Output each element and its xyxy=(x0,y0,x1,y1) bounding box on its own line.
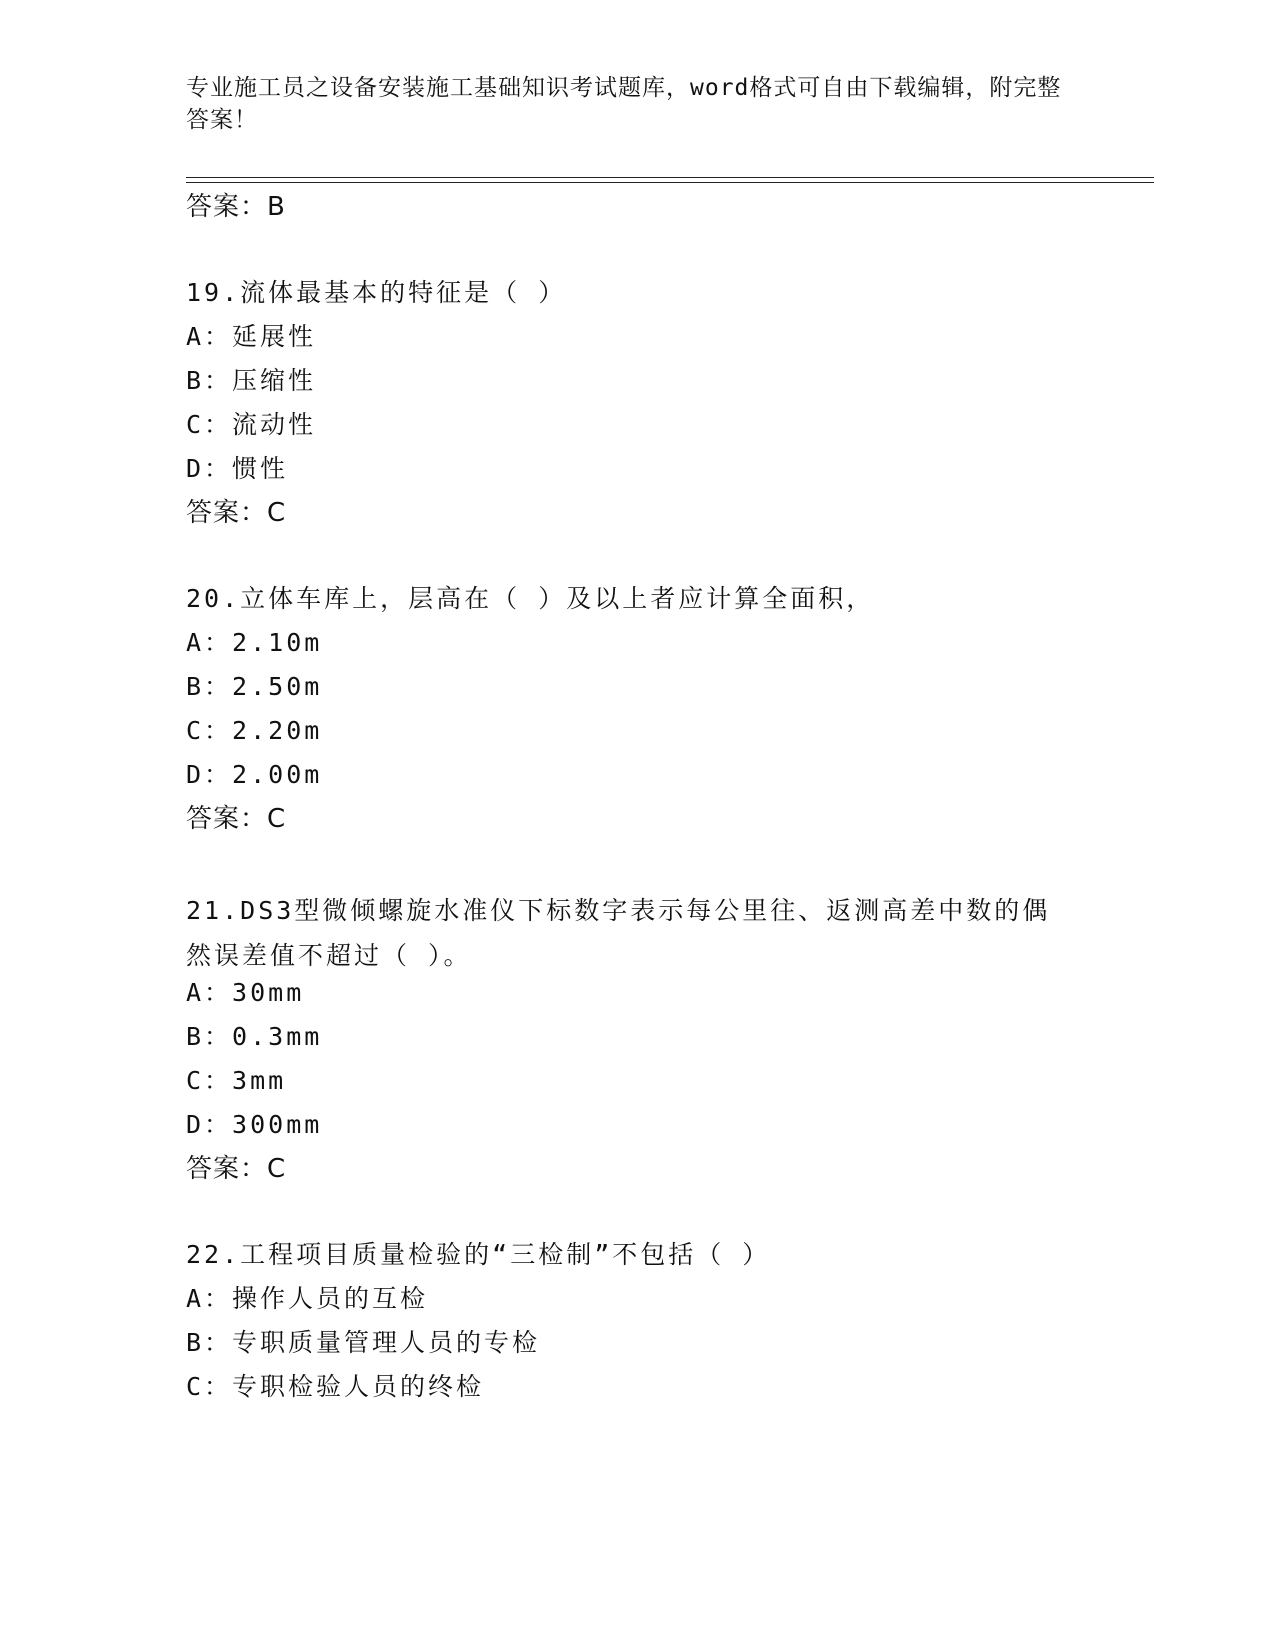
header-rule-bottom xyxy=(186,182,1154,183)
question-20-option-b: B：2.50m xyxy=(186,672,323,701)
question-21-stem: 21.DS3型微倾螺旋水准仪下标数字表示每公里往、返测高差中数的偶然误差值不超过（ ）。 xyxy=(186,896,1051,970)
question-21-option-c: C：3mm xyxy=(186,1066,287,1095)
question-21-answer: 答案：C xyxy=(186,1154,287,1184)
question-20-option-c: C：2.20m xyxy=(186,716,323,745)
question-20-answer: 答案：C xyxy=(186,804,287,834)
question-20-option-a: A：2.10m xyxy=(186,628,323,657)
question-19-option-c: C：流动性 xyxy=(186,410,317,439)
question-19-answer: 答案：C xyxy=(186,498,287,528)
question-22-stem: 22.工程项目质量检验的“三检制”不包括（ ） xyxy=(186,1240,771,1269)
question-21-option-b: B：0.3mm xyxy=(186,1022,323,1051)
question-21-option-a: A：30mm xyxy=(186,978,305,1007)
question-20-option-d: D：2.00m xyxy=(186,760,323,789)
question-22-option-b: B：专职质量管理人员的专检 xyxy=(186,1328,541,1357)
header-rule-top xyxy=(186,177,1154,178)
question-19-stem: 19.流体最基本的特征是（ ） xyxy=(186,278,567,307)
document-header-title: 专业施工员之设备安装施工基础知识考试题库，word格式可自由下载编辑，附完整答案！ xyxy=(186,75,1062,133)
question-19-option-a: A：延展性 xyxy=(186,322,317,351)
question-19-option-d: D：惯性 xyxy=(186,454,289,483)
question-20-stem: 20.立体车库上，层高在（ ）及以上者应计算全面积， xyxy=(186,584,875,613)
answer-previous: 答案：B xyxy=(186,192,286,222)
question-21-option-d: D：300mm xyxy=(186,1110,323,1139)
question-19-option-b: B：压缩性 xyxy=(186,366,317,395)
question-22-option-c: C：专职检验人员的终检 xyxy=(186,1372,485,1401)
question-22-option-a: A：操作人员的互检 xyxy=(186,1284,429,1313)
